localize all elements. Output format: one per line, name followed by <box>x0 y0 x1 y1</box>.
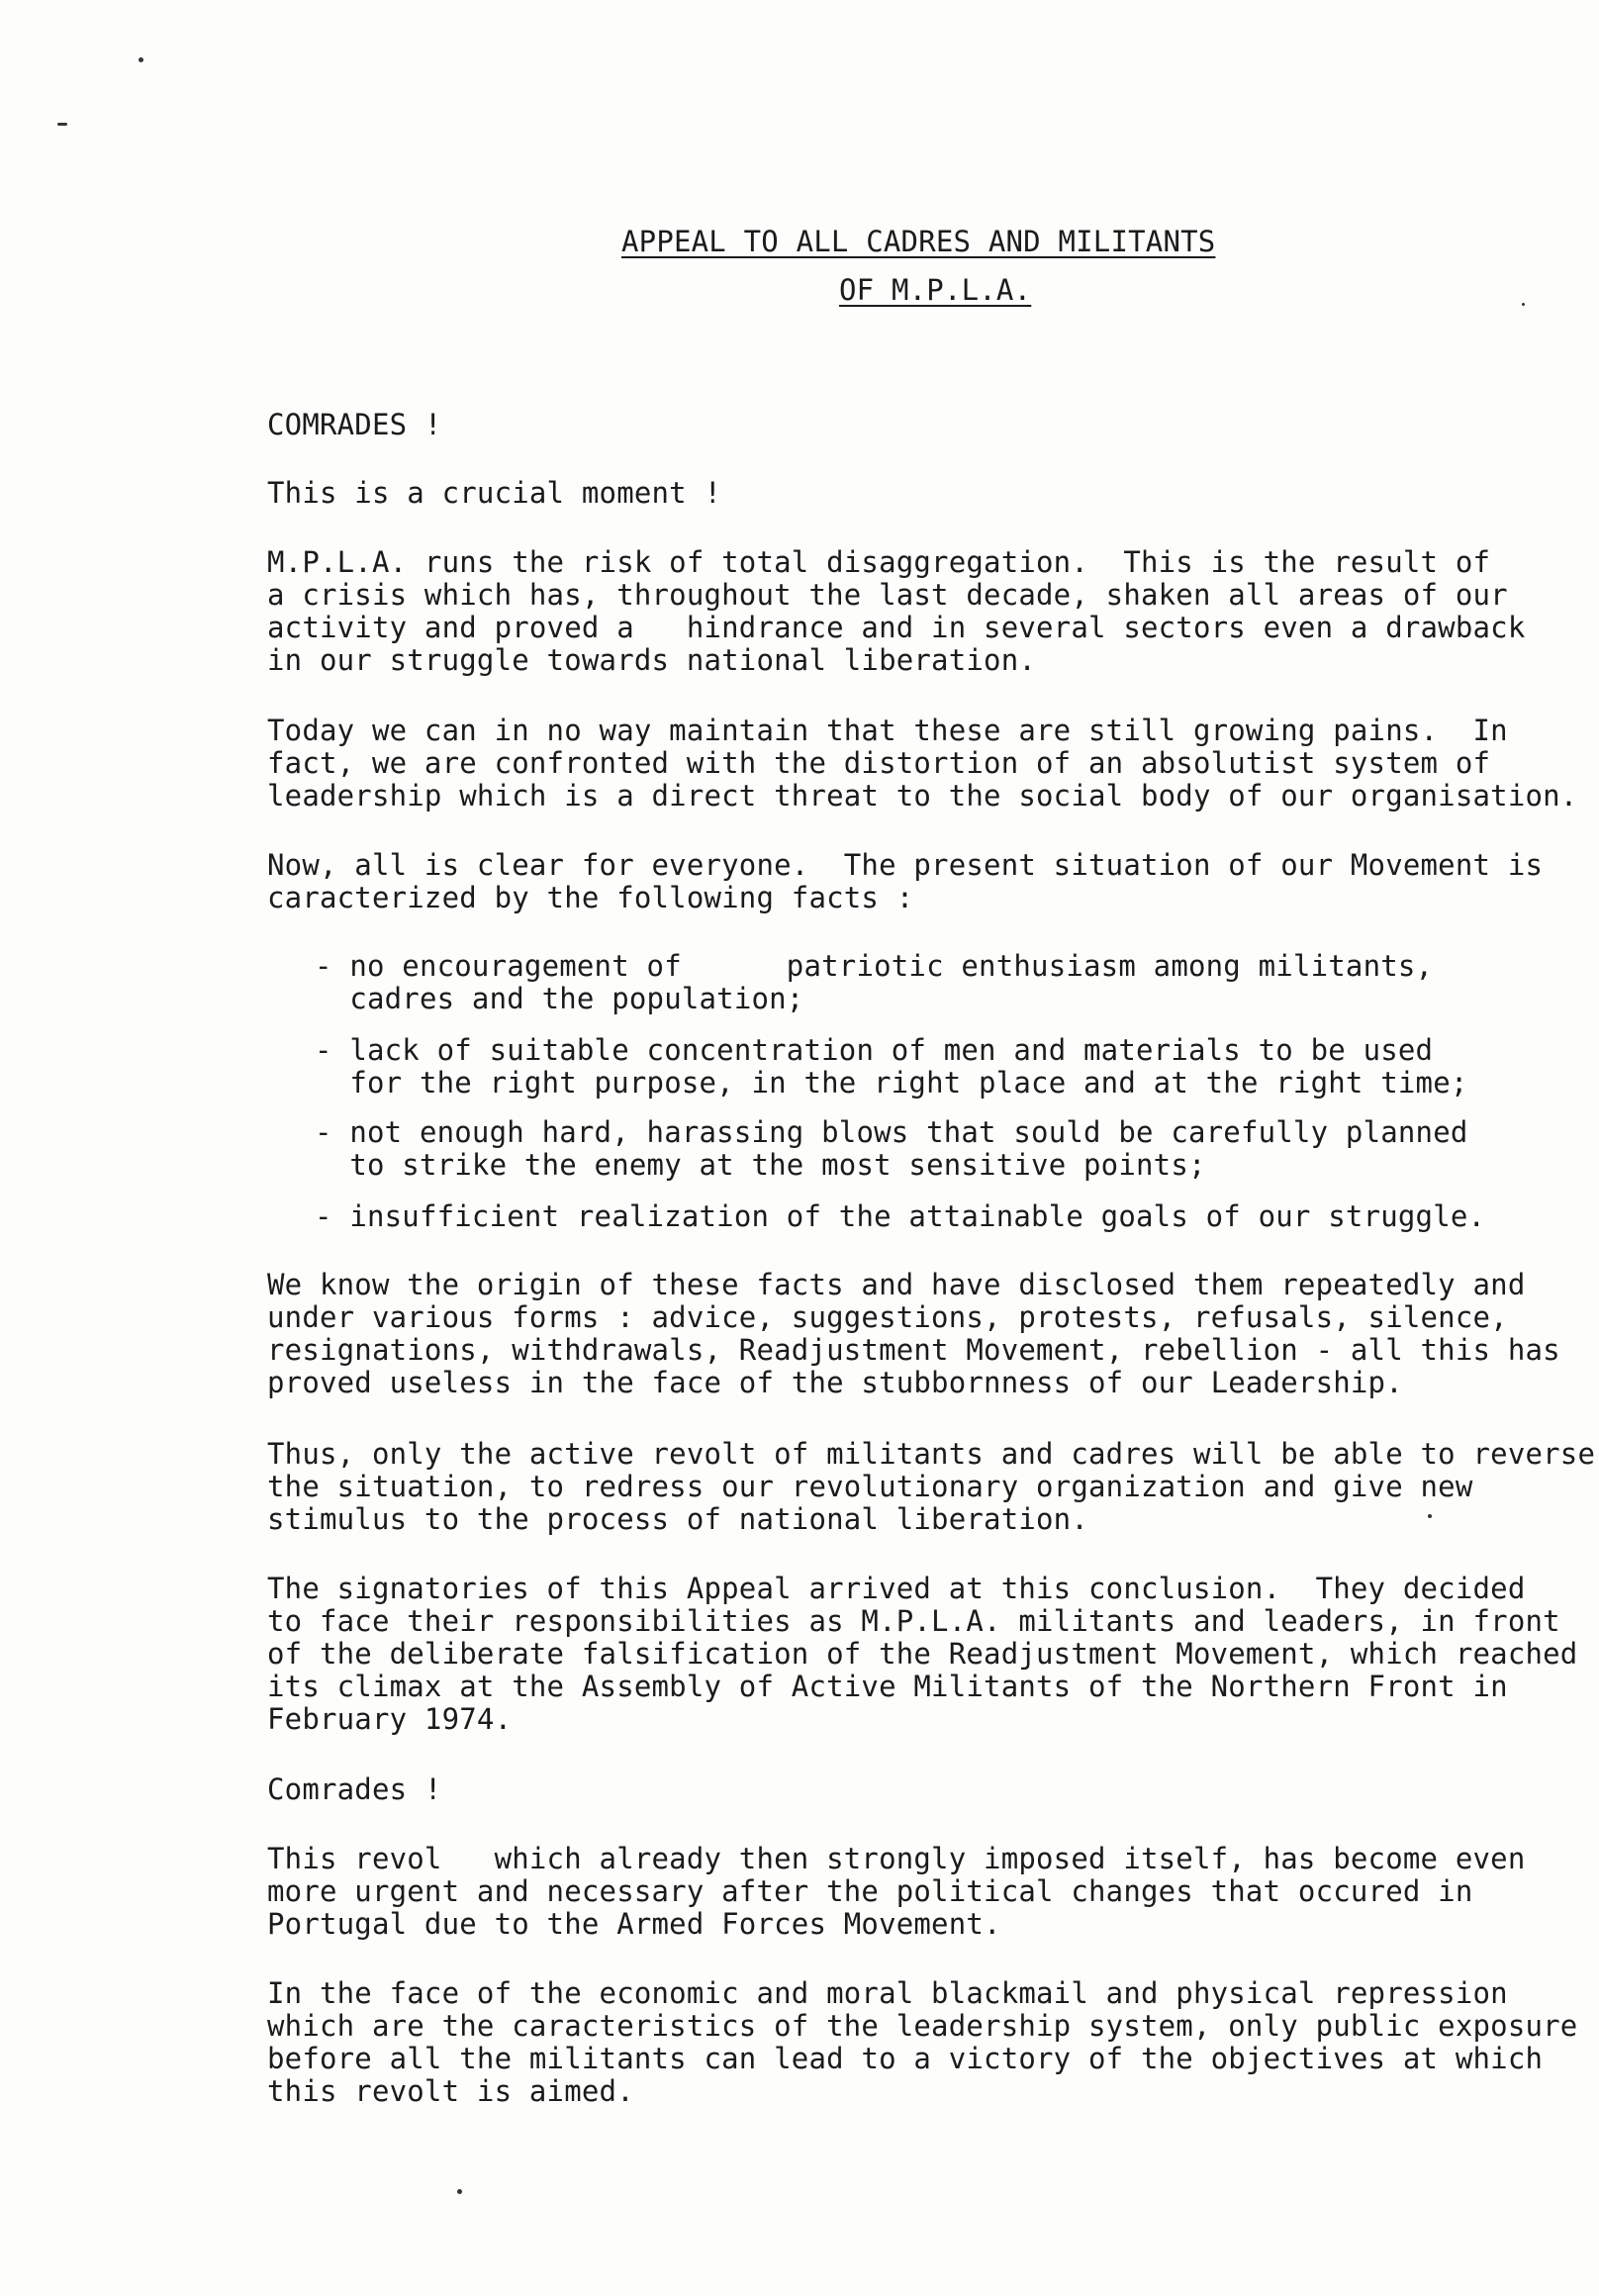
paragraph-origin-of-facts: We know the origin of these facts and have disclosed them repeatedly and under various forms : advice, suggestions, protests, refusals, silence, resignations, withdrawals, Readjustment Movement, rebellion - all this has proved useless in the face of the stubbornness of our Leadership. <box>267 1268 1560 1399</box>
scan-speck <box>457 2189 462 2194</box>
paragraph-situation: Now, all is clear for everyone. The present situation of our Movement is caracterized by the following facts : <box>267 848 1544 914</box>
paragraph-revolt-urgent: This revol which already then strongly imposed itself, has become even more urgent and necessary after the political changes that occured in Portugal due to the Armed Forces Movement. <box>267 1842 1526 1941</box>
salutation: COMRADES ! <box>267 408 442 441</box>
document-title-line-2: OF M.P.L.A. <box>839 273 1032 307</box>
paragraph-disaggregation: M.P.L.A. runs the risk of total disaggregation. This is the result of a crisis which has, throughout the last decade, shaken all areas of our activity and proved a hindrance and in several sectors even a drawback in our struggle towards national liberation. <box>267 545 1526 677</box>
paragraph-public-exposure: In the face of the economic and moral blackmail and physical repression which are the caracteristics of the leadership system, only public exposure before all the militants can lead to a victory of the objectives at which this revolt is aimed. <box>267 1976 1578 2108</box>
salutation-comrades: Comrades ! <box>267 1772 442 1806</box>
paragraph-signatories: The signatories of this Appeal arrived at this conclusion. They decided to face their responsibilities as M.P.L.A. militants and leaders, in front of the deliberate falsification of the Readjustment Movement, which reached its climax at the Assembly of Active Militants of the Northern Front in February 1974. <box>267 1572 1578 1736</box>
paragraph-growing-pains: Today we can in no way maintain that these are still growing pains. In fact, we are confronted with the distortion of an absolutist system of leadership which is a direct threat to the social body of our organisation. <box>267 714 1578 813</box>
bullet-item-4: - insufficient realization of the attainable goals of our struggle. <box>315 1199 1486 1233</box>
scan-speck <box>139 57 143 62</box>
document-title-line-1: APPEAL TO ALL CADRES AND MILITANTS <box>621 225 1216 258</box>
bullet-item-3: - not enough hard, harassing blows that sould be carefully planned to strike the enemy at the most sensitive points; <box>315 1115 1468 1182</box>
paragraph-active-revolt: Thus, only the active revolt of militants and cadres will be able to reverse the situation, to redress our revolutionary organization and give new stimulus to the process of national liberation. <box>267 1437 1596 1536</box>
bullet-item-1: - no encouragement of patriotic enthusiasm among militants, cadres and the population; <box>315 949 1434 1015</box>
scan-speck <box>1522 303 1525 306</box>
bullet-item-2: - lack of suitable concentration of men and materials to be used for the right purpose, in the right place and at the right time; <box>315 1033 1468 1100</box>
paragraph-crucial-moment: This is a crucial moment ! <box>267 476 722 510</box>
scan-speck <box>57 123 67 126</box>
scan-speck <box>1428 1514 1432 1518</box>
